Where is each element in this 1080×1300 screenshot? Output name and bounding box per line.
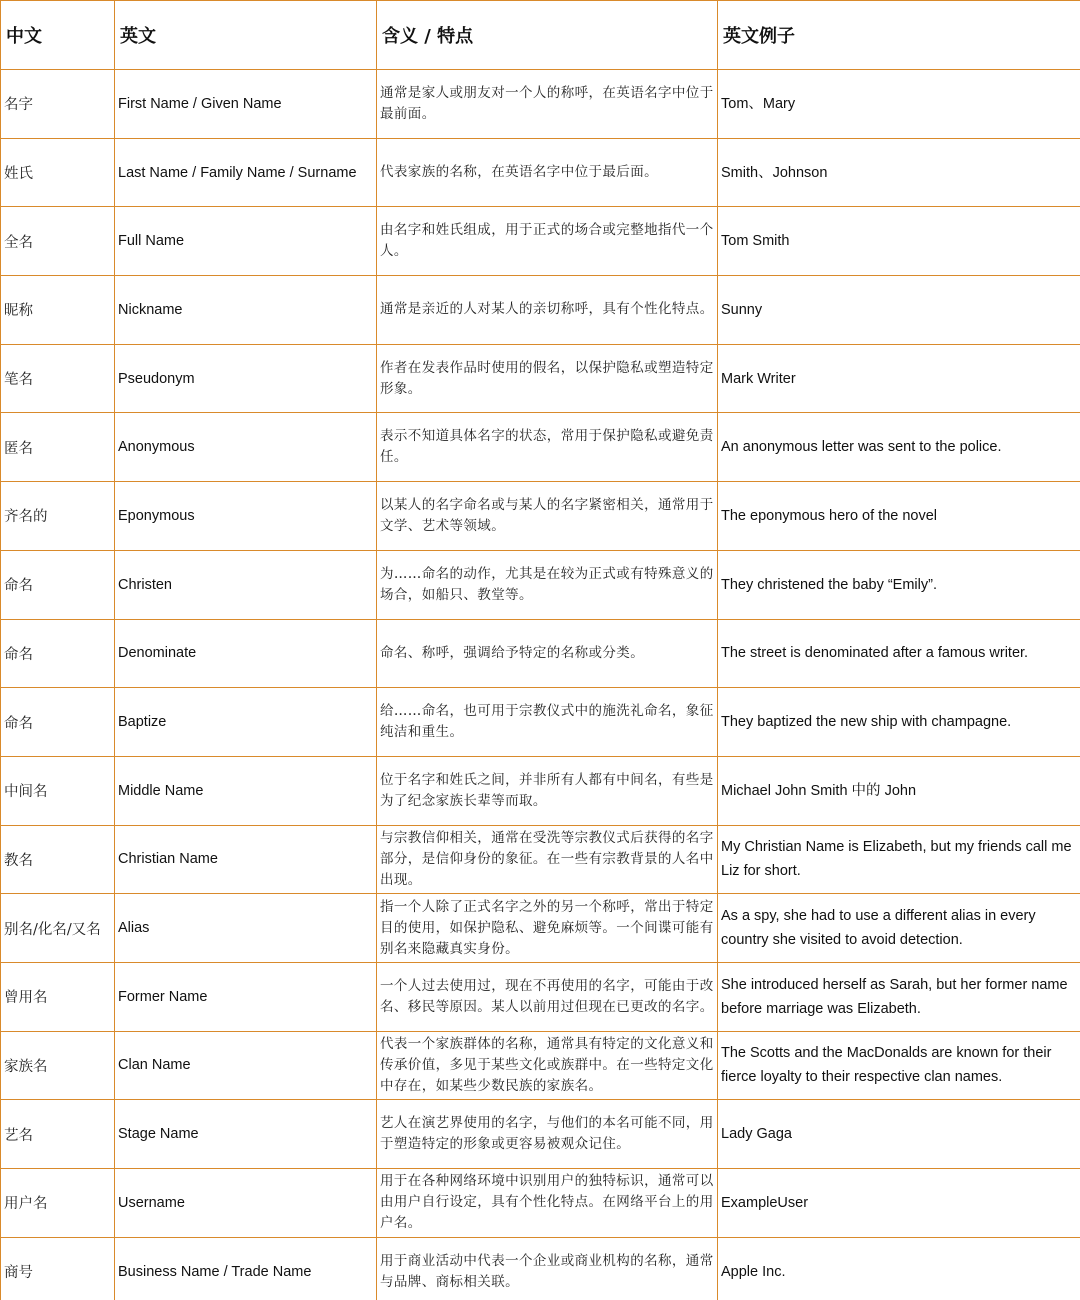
example-cell: The Scotts and the MacDonalds are known for their fierce loyalty to their respective clan names. xyxy=(718,1031,1080,1100)
table-header xyxy=(1,1,1080,70)
meaning-cell: 指一个人除了正式名字之外的另一个称呼，常出于特定目的使用，如保护隐私、避免麻烦等。一个间谍可能有别名来隐藏真实身份。 xyxy=(377,894,718,963)
table-row xyxy=(1,1031,1080,1100)
table-row xyxy=(1,138,1080,207)
meaning-cell: 代表家族的名称，在英语名字中位于最后面。 xyxy=(377,138,718,207)
meaning-cell: 给……命名，也可用于宗教仪式中的施洗礼命名，象征纯洁和重生。 xyxy=(377,688,718,757)
example-cell: Tom Smith xyxy=(718,207,1080,276)
header-row xyxy=(1,1,1080,70)
table-row xyxy=(1,207,1080,276)
meaning-cell: 通常是亲近的人对某人的亲切称呼，具有个性化特点。 xyxy=(377,276,718,345)
chinese-term-cell: 商号 xyxy=(1,1237,115,1300)
example-cell: The eponymous hero of the novel xyxy=(718,482,1080,551)
example-cell: Smith、Johnson xyxy=(718,138,1080,207)
chinese-term-cell: 全名 xyxy=(1,207,115,276)
english-term-cell: Full Name xyxy=(115,207,377,276)
table-row xyxy=(1,276,1080,345)
example-cell: She introduced herself as Sarah, but her former name before marriage was Elizabeth. xyxy=(718,962,1080,1031)
table-row xyxy=(1,825,1080,894)
meaning-cell: 为……命名的动作，尤其是在较为正式或有特殊意义的场合，如船只、教堂等。 xyxy=(377,550,718,619)
table-row xyxy=(1,344,1080,413)
example-cell: My Christian Name is Elizabeth, but my friends call me Liz for short. xyxy=(718,825,1080,894)
meaning-cell: 一个人过去使用过，现在不再使用的名字，可能由于改名、移民等原因。某人以前用过但现在已更改的名字。 xyxy=(377,962,718,1031)
chinese-term-cell: 姓氏 xyxy=(1,138,115,207)
meaning-cell: 作者在发表作品时使用的假名，以保护隐私或塑造特定形象。 xyxy=(377,344,718,413)
meaning-cell: 以某人的名字命名或与某人的名字紧密相关，通常用于文学、艺术等领域。 xyxy=(377,482,718,551)
example-cell: Apple Inc. xyxy=(718,1237,1080,1300)
chinese-term-cell: 命名 xyxy=(1,688,115,757)
header-english: 英文 xyxy=(115,1,377,70)
example-cell: As a spy, she had to use a different alias in every country she visited to avoid detection. xyxy=(718,894,1080,963)
meaning-cell: 命名、称呼，强调给予特定的名称或分类。 xyxy=(377,619,718,688)
chinese-term-cell: 名字 xyxy=(1,70,115,139)
chinese-term-cell: 命名 xyxy=(1,550,115,619)
table-row xyxy=(1,1169,1080,1238)
meaning-cell: 表示不知道具体名字的状态，常用于保护隐私或避免责任。 xyxy=(377,413,718,482)
english-term-cell: Alias xyxy=(115,894,377,963)
english-term-cell: Christen xyxy=(115,550,377,619)
english-term-cell: Former Name xyxy=(115,962,377,1031)
meaning-cell: 通常是家人或朋友对一个人的称呼，在英语名字中位于最前面。 xyxy=(377,70,718,139)
table-row xyxy=(1,756,1080,825)
meaning-cell: 艺人在演艺界使用的名字，与他们的本名可能不同，用于塑造特定的形象或更容易被观众记住。 xyxy=(377,1100,718,1169)
chinese-term-cell: 昵称 xyxy=(1,276,115,345)
table-row xyxy=(1,688,1080,757)
chinese-term-cell: 用户名 xyxy=(1,1169,115,1238)
english-term-cell: First Name / Given Name xyxy=(115,70,377,139)
header-meaning: 含义 / 特点 xyxy=(377,1,718,70)
chinese-term-cell: 匿名 xyxy=(1,413,115,482)
meaning-cell: 由名字和姓氏组成，用于正式的场合或完整地指代一个人。 xyxy=(377,207,718,276)
table-row xyxy=(1,894,1080,963)
meaning-cell: 位于名字和姓氏之间，并非所有人都有中间名，有些是为了纪念家族长辈等而取。 xyxy=(377,756,718,825)
english-term-cell: Clan Name xyxy=(115,1031,377,1100)
english-term-cell: Stage Name xyxy=(115,1100,377,1169)
meaning-cell: 用于商业活动中代表一个企业或商业机构的名称，通常与品牌、商标相关联。 xyxy=(377,1237,718,1300)
table-body xyxy=(1,70,1080,1300)
english-term-cell: Eponymous xyxy=(115,482,377,551)
chinese-term-cell: 曾用名 xyxy=(1,962,115,1031)
table-row xyxy=(1,482,1080,551)
meaning-cell: 用于在各种网络环境中识别用户的独特标识，通常可以由用户自行设定，具有个性化特点。在网络平台上的用户名。 xyxy=(377,1169,718,1238)
english-term-cell: Middle Name xyxy=(115,756,377,825)
example-cell: Lady Gaga xyxy=(718,1100,1080,1169)
chinese-term-cell: 齐名的 xyxy=(1,482,115,551)
table-row xyxy=(1,413,1080,482)
example-cell: Sunny xyxy=(718,276,1080,345)
example-cell: They christened the baby “Emily”. xyxy=(718,550,1080,619)
english-term-cell: Pseudonym xyxy=(115,344,377,413)
chinese-term-cell: 笔名 xyxy=(1,344,115,413)
table-row xyxy=(1,1237,1080,1300)
chinese-term-cell: 艺名 xyxy=(1,1100,115,1169)
example-cell: Mark Writer xyxy=(718,344,1080,413)
example-cell: They baptized the new ship with champagne. xyxy=(718,688,1080,757)
english-term-cell: Nickname xyxy=(115,276,377,345)
example-cell: The street is denominated after a famous writer. xyxy=(718,619,1080,688)
english-term-cell: Business Name / Trade Name xyxy=(115,1237,377,1300)
table-row xyxy=(1,619,1080,688)
header-example: 英文例子 xyxy=(718,1,1080,70)
example-cell: Tom、Mary xyxy=(718,70,1080,139)
chinese-term-cell: 家族名 xyxy=(1,1031,115,1100)
table-row xyxy=(1,550,1080,619)
header-chinese: 中文 xyxy=(1,1,115,70)
chinese-term-cell: 教名 xyxy=(1,825,115,894)
table-row xyxy=(1,1100,1080,1169)
english-term-cell: Anonymous xyxy=(115,413,377,482)
example-cell: Michael John Smith 中的 John xyxy=(718,756,1080,825)
english-term-cell: Baptize xyxy=(115,688,377,757)
english-term-cell: Denominate xyxy=(115,619,377,688)
table-row xyxy=(1,70,1080,139)
example-cell: ExampleUser xyxy=(718,1169,1080,1238)
english-term-cell: Username xyxy=(115,1169,377,1238)
table-row xyxy=(1,962,1080,1031)
example-cell: An anonymous letter was sent to the police. xyxy=(718,413,1080,482)
meaning-cell: 与宗教信仰相关，通常在受洗等宗教仪式后获得的名字部分，是信仰身份的象征。在一些有宗教背景的人名中出现。 xyxy=(377,825,718,894)
meaning-cell: 代表一个家族群体的名称，通常具有特定的文化意义和传承价值，多见于某些文化或族群中。在一些特定文化中存在，如某些少数民族的家族名。 xyxy=(377,1031,718,1100)
english-term-cell: Christian Name xyxy=(115,825,377,894)
english-term-cell: Last Name / Family Name / Surname xyxy=(115,138,377,207)
chinese-term-cell: 命名 xyxy=(1,619,115,688)
chinese-term-cell: 别名/化名/又名 xyxy=(1,894,115,963)
chinese-term-cell: 中间名 xyxy=(1,756,115,825)
